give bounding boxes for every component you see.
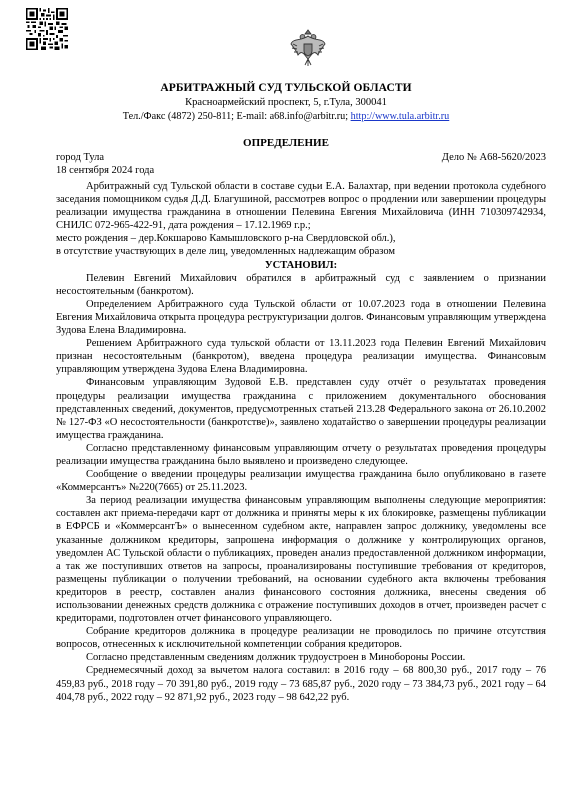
paragraph: Среднемесячный доход за вычетом налога составил: в 2016 году – 68 800,30 руб., 2017 году – 76 459,83 руб., 2018 году – 70 391,80 руб., 2019 году – 73 685,87 руб., 2020 году – 73 384,73 руб., 2021 году – 64 404,78 руб., 2022 году – 92 871,92 руб., 2023 году – 98 642,22 руб.	[56, 665, 546, 703]
paragraph: Решением Арбитражного суда тульской области от 13.11.2023 года Пелевин Евгений Михайлович признан несостоятельным (банкротом), введена процедура реализации имущества. Финансовым управляющим утверждена Зудова Елена Владимировна.	[56, 338, 546, 376]
paragraph: место рождения – дер.Кокшарово Камышловского р-на Свердловской обл.),	[56, 233, 396, 245]
court-website-link[interactable]: http://www.tula.arbitr.ru	[350, 111, 450, 122]
paragraph: Согласно представленному финансовым управляющим отчету о результатах проведения процедуры реализации имущества гражданина было выявлено и произведено следующее.	[56, 442, 546, 467]
place-and-case-row	[56, 152, 546, 163]
paragraph: Арбитражный суд Тульской области в составе судьи Е.А. Балахтар, при ведении протокола судебного заседания помощником судья Д.Д. Благушиной, рассмотрев вопрос о продлении или завершении процедуры реализации имущества гражданина в отношении Пелевина Евгения Михайловича (ИНН 710309742934, СНИЛС 072-965-422-91, дата рождения – 17.12.1969 г.р.;	[56, 181, 546, 232]
document-title: ОПРЕДЕЛЕНИЕ	[243, 137, 329, 149]
paragraph: Финансовым управляющим Зудовой Е.В. представлен суду отчёт о результатах проведения процедуры реализации имущества гражданина с приложением документального обоснования представленных сведений, документов, предусмотренных статьей 213.28 Федерального закона от 26.10.2002 № 127-ФЗ «О несостоятельности (банкротстве)», заявлено ходатайство о завершении процедуры реализации имущества гражданина.	[56, 377, 546, 441]
coat-of-arms-icon	[288, 28, 328, 68]
document-date: 18 сентября 2024 года	[56, 165, 155, 176]
date-row	[56, 165, 546, 176]
paragraph: За период реализации имущества финансовым управляющим выполнены следующие мероприятия: составлен акт приема-передачи карт от должника и приняты меры к их блокировке, размещены публикации в ЕФРСБ и «КоммерсантЪ» о вынесенном судебном акте, направлен запрос должнику, уведомлены все указанные должником кредиторы, запрошена информация о должнике у контролирующих органов, уведомлен АС Тульской области о публикациях, проведен анализ предоставленной должником информации, а так же поступивших ответов на запросы, проанализированы поступившие требования от кредиторов, размещены публикации о получении требований, на основании судебного акта включены требования кредиторов в реестр, составлен анализ финансового состояния должника, внесены сведения об использовании денежных средств должника с отражение поступивших доходов в отчет, произведен расчет с кредиторами, подготовлен отчет финансового управляющего.	[56, 495, 546, 625]
paragraph: Собрание кредиторов должника в процедуре реализации не проводилось по причине отсутствия вопросов, отнесенных к исключительной компетенции собрания кредиторов.	[56, 626, 546, 651]
city: город Тула	[56, 152, 105, 163]
court-contacts	[0, 111, 572, 122]
court-name: АРБИТРАЖНЫЙ СУД ТУЛЬСКОЙ ОБЛАСТИ	[160, 82, 412, 94]
paragraph: Согласно представленным сведениям должник трудоустроен в Минобороны России.	[86, 652, 466, 664]
contacts-text: Тел./Факс (4872) 250-811; E-mail: a68.info@arbitr.ru;	[122, 111, 351, 122]
section-heading: УСТАНОВИЛ:	[264, 259, 338, 271]
qr-code-icon	[26, 8, 68, 50]
court-address: Красноармейский проспект, 5, г.Тула, 300041	[185, 97, 387, 108]
document-body	[56, 180, 546, 704]
paragraph: в отсутствие участвующих в деле лиц, уведомленных надлежащим образом	[56, 246, 396, 258]
paragraph: Пелевин Евгений Михайлович обратился в арбитражный суд с заявлением о признании несостоятельным (банкротом).	[56, 272, 546, 297]
paragraph: Определением Арбитражного суда Тульской области от 10.07.2023 года в отношении Пелевина Евгения Михайловича открыта процедура реструктуризации долгов. Финансовым управляющим утверждена Зудова Елена Владимировна.	[56, 298, 546, 337]
case-number: Дело № А68-5620/2023	[441, 152, 546, 163]
paragraph: Сообщение о введении процедуры реализации имущества гражданина было опубликовано в газете «Коммерсантъ» №220(7665) от 25.11.2023.	[56, 469, 546, 494]
